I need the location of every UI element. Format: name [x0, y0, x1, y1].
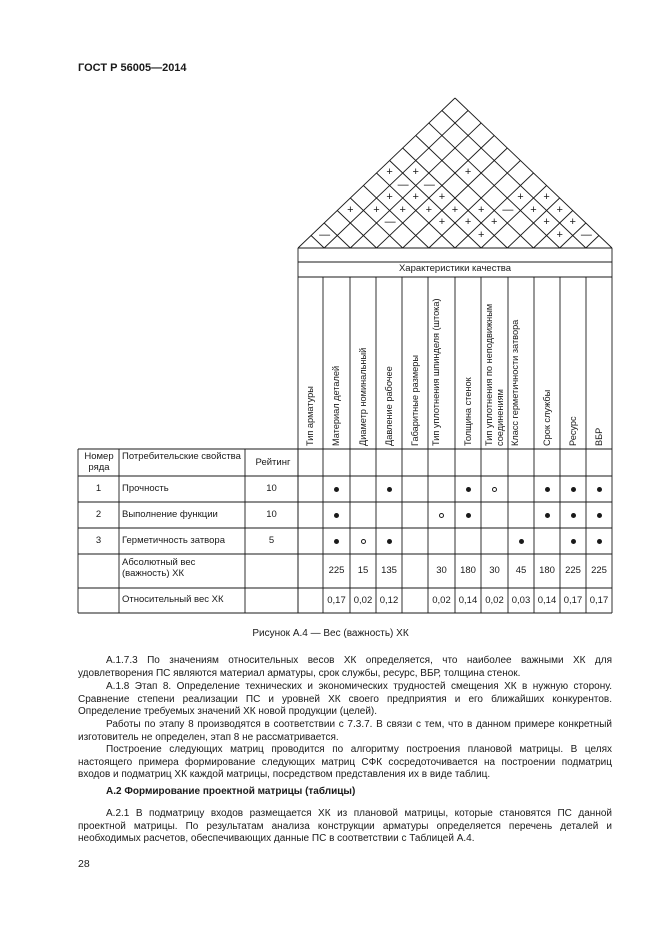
abs-weight-value: 225: [591, 565, 607, 576]
strong-relation-mark: [545, 513, 550, 518]
consumer-properties-header: Потребительские свойства: [122, 451, 241, 462]
strong-relation-mark: [545, 487, 550, 492]
correlation-symbol: —: [397, 178, 409, 191]
correlation-symbol: +: [491, 216, 498, 228]
rel-weight-value: 0,17: [589, 595, 609, 606]
abs-weight-value: 30: [489, 565, 500, 576]
property-name: Выполнение функции: [122, 509, 218, 520]
strong-relation-mark: [387, 487, 392, 492]
abs-weight-value: 15: [357, 565, 369, 576]
rel-weight-value: 0,14: [458, 595, 478, 606]
rel-weight-value: 0,17: [327, 595, 346, 606]
strong-relation-mark: [387, 539, 392, 544]
rel-weight-value: 0,03: [511, 595, 531, 606]
row-number: 1: [95, 483, 102, 494]
correlation-symbol: +: [399, 203, 406, 216]
abs-weight-value: 180: [539, 565, 555, 576]
correlation-symbol: +: [451, 203, 459, 216]
correlation-symbol: +: [464, 166, 472, 178]
correlation-symbol: +: [543, 216, 550, 228]
correlation-symbol: —: [502, 203, 514, 216]
strong-relation-mark: [571, 487, 576, 492]
weak-relation-mark: [492, 487, 497, 492]
characteristic-label: Тип арматуры: [305, 386, 315, 446]
correlation-symbol: +: [438, 191, 446, 203]
correlation-symbol: +: [517, 191, 524, 203]
page-number: 28: [78, 858, 90, 870]
strong-relation-mark: [571, 539, 576, 544]
row-number: 3: [95, 535, 102, 546]
rel-weight-value: 0,12: [379, 595, 399, 606]
characteristic-label: Ресурс: [567, 416, 578, 446]
characteristic-label: Габаритные размеры: [409, 355, 420, 446]
correlation-symbol: +: [412, 191, 419, 203]
correlation-symbol: +: [425, 203, 433, 216]
characteristic-label: Толщина стенок: [462, 377, 473, 446]
correlation-symbol: +: [477, 228, 485, 241]
row-number: 2: [95, 509, 102, 520]
abs-weight-value: 30: [436, 565, 447, 576]
correlation-symbol: +: [569, 216, 576, 228]
rel-weight-value: 0,02: [353, 595, 373, 606]
strong-relation-mark: [597, 513, 602, 518]
quality-characteristics-header: Характеристики качества: [398, 263, 512, 274]
paragraph: Построение следующих матриц проводится по алгоритму построения плановой матрицы. В целях настоящего примера формирование следующих матриц СФК сосредоточивается на построении подматриц входов и подматриц ХК каждой матрицы, посредством представления их в виде таблиц.: [78, 744, 612, 781]
property-name: Прочность: [122, 483, 169, 494]
strong-relation-mark: [519, 539, 524, 544]
characteristic-label: ВБР: [593, 427, 604, 446]
strong-relation-mark: [334, 487, 339, 492]
correlation-symbol: +: [530, 203, 537, 216]
correlation-symbol: —: [319, 228, 331, 241]
abs-weight-value: 45: [515, 565, 527, 576]
rel-weight-value: 0,02: [432, 595, 451, 606]
strong-relation-mark: [466, 487, 471, 492]
correlation-symbol: —: [423, 178, 435, 191]
rel-weight-value: 0,02: [485, 595, 504, 606]
correlation-symbol: +: [386, 191, 393, 203]
rating-value: 5: [268, 535, 275, 546]
rel-weight-label: Относительный вес ХК: [122, 594, 224, 605]
strong-relation-mark: [597, 487, 602, 492]
characteristic-label: Класс герметичности затвора: [510, 319, 520, 446]
strong-relation-mark: [466, 513, 471, 518]
characteristic-label: Тип уплотнения по неподвижным соединениям: [483, 303, 505, 446]
paragraph: А.1.7.3 По значениям относительных весов ХК определяется, что наиболее важными ХК для удовлетворения ПС являются материал арматуры, срок службы, ресурс, ВБР, толщина стенок.: [78, 655, 612, 679]
paragraph: А.2.1 В подматрицу входов размещается ХК из плановой матрицы, которые становятся ПС данной проектной матрицы. По результатам анализа конструкции арматуры определяется перечень деталей и необходимых расчетов, обеспечивающих данные ПС в соответствии с Таблицей А.4.: [78, 808, 612, 845]
rating-value: 10: [266, 509, 277, 520]
characteristic-label: Давление рабочее: [383, 366, 394, 446]
correlation-symbol: +: [438, 216, 446, 228]
figure-caption: Рисунок А.4 — Вес (важность) ХК: [252, 628, 409, 639]
correlation-symbol: +: [477, 203, 485, 216]
correlation-symbol: —: [580, 228, 592, 241]
rel-weight-value: 0,14: [537, 595, 557, 606]
weak-relation-mark: [439, 513, 444, 518]
correlation-symbol: +: [543, 191, 550, 203]
characteristic-label: Материал деталей: [331, 365, 341, 446]
correlation-symbol: +: [556, 203, 563, 216]
rel-weight-value: 0,17: [563, 595, 583, 606]
paragraph: А.1.8 Этап 8. Определение технических и экономических трудностей смещения ХК в нужную сторону. Сравнение степени реализации ПС и уровней ХК своего предприятия и его ближайших конкурентов. Определение требуемых значений ХК новой продукции (целей).: [78, 681, 612, 718]
correlation-symbol: +: [556, 228, 563, 241]
correlation-symbol: +: [464, 216, 472, 228]
abs-weight-value: 225: [565, 565, 581, 576]
document-header: ГОСТ Р 56005—2014: [78, 62, 187, 74]
correlation-symbol: +: [373, 203, 380, 216]
characteristic-label: Срок службы: [541, 389, 552, 446]
strong-relation-mark: [571, 513, 576, 518]
strong-relation-mark: [334, 513, 339, 518]
strong-relation-mark: [597, 539, 602, 544]
rating-header: Рейтинг: [255, 457, 291, 468]
strong-relation-mark: [334, 539, 339, 544]
characteristic-label: Диаметр номинальный: [357, 347, 368, 446]
abs-weight-value: 135: [381, 565, 397, 576]
abs-weight-label: Абсолютный вес (важность) ХК: [122, 557, 196, 579]
rating-value: 10: [266, 483, 277, 494]
correlation-symbol: +: [386, 166, 393, 178]
characteristic-label: Тип уплотнения шпинделя (штока): [430, 298, 441, 446]
correlation-symbol: +: [347, 203, 354, 216]
property-name: Герметичность затвора: [122, 535, 225, 546]
abs-weight-value: 180: [460, 565, 476, 576]
abs-weight-value: 225: [328, 565, 345, 576]
paragraph: Работы по этапу 8 производятся в соответствии с 7.3.7. В связи с тем, что в данном примере конкретный изготовитель не определен, этап 8 не рассматривается.: [78, 719, 612, 743]
section-title: А.2 Формирование проектной матрицы (таблицы): [106, 786, 356, 797]
correlation-symbol: +: [412, 166, 419, 178]
row-number-header: Номер ряда: [84, 451, 114, 473]
weak-relation-mark: [361, 539, 366, 544]
correlation-symbol: —: [384, 216, 396, 228]
